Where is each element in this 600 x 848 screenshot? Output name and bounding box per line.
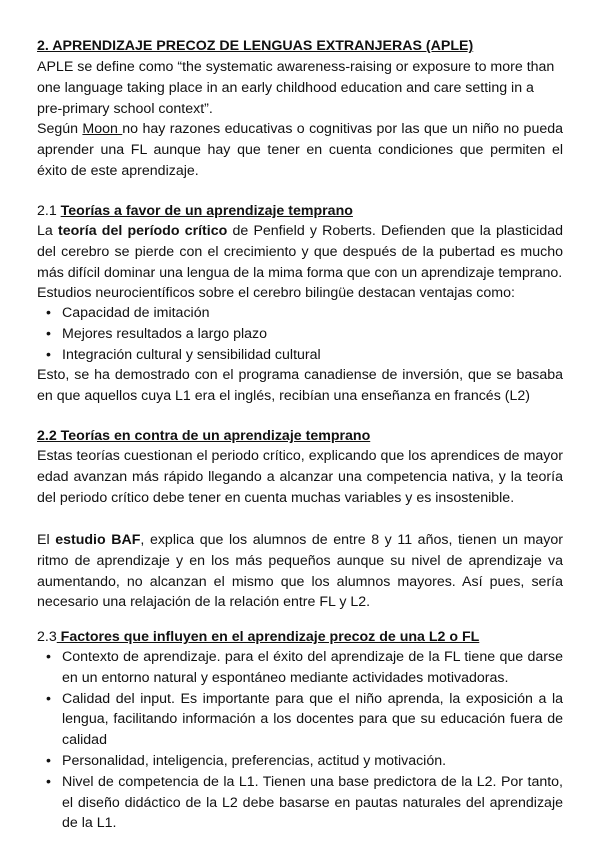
section-2-1-heading: Teorías a favor de un aprendizaje temprano	[60, 203, 353, 219]
aple-definition: APLE se define como “the systematic awareness-raising or exposure to more than one language taking place in an early childhood education and care setting in a pre-primary school context”.	[37, 59, 555, 117]
list-item: • Contexto de aprendizaje. para el éxito del aprendizaje de la FL tiene que darse en un entorno natural y espontáneo mediante actividades motivadoras.	[37, 647, 563, 689]
baf-prefix: El	[37, 532, 56, 548]
critical-period-paragraph	[37, 221, 563, 283]
section-2-2-heading: 2.2 Teorías en contra de un aprendizaje temprano	[37, 428, 371, 444]
section-2-1-title	[37, 201, 563, 222]
critical-prefix: La	[37, 223, 58, 239]
section-2-heading: 2. APRENDIZAJE PRECOZ DE LENGUAS EXTRANJERAS (APLE)	[37, 38, 474, 54]
critical-body: de Penfield y Roberts. Defienden que la plasticidad del cerebro se pierde con el crecimiento y que después de la pubertad es mucho más difícil dominar una lengua de la mima forma que con un aprendizaje temprano.	[37, 223, 563, 281]
list-item: • Personalidad, inteligencia, preferencias, actitud y motivación.	[37, 751, 563, 772]
against-theories-paragraph: Estas teorías cuestionan el periodo crítico, explicando que los aprendices de mayor edad avanzan más rápido llegando a alcanzar una competencia nativa, y la teoría del periodo crítico debe tener en cuenta muchas variables y es insostenible.	[37, 448, 563, 506]
section-2-title	[37, 36, 563, 57]
baf-term: estudio BAF	[55, 532, 141, 548]
moon-body: no hay razones educativas o cognitivas por las que un niño no pueda aprender una FL aunque hay que tener en cuenta condiciones que permiten el éxito de este aprendizaje.	[37, 121, 563, 179]
moon-author: Moon	[82, 121, 123, 137]
list-item: • Capacidad de imitación	[37, 303, 563, 324]
advantages-list	[37, 303, 563, 365]
critical-period-term: teoría del período crítico	[57, 223, 228, 239]
baf-study-paragraph	[37, 530, 563, 613]
moon-prefix: Según	[37, 121, 83, 137]
baf-body: , explica que los alumnos de entre 8 y 11 años, tienen un mayor ritmo de aprendizaje y en los más pequeños aunque su nivel de aprendizaje va aumentando, no alcanzan el mismo que los alumnos mayores. Así pues, sería necesario una relajación de la relación entre FL y L2.	[37, 532, 564, 611]
neuro-studies-paragraph: Estudios neurocientíficos sobre el cerebro bilingüe destacan ventajas como:	[37, 285, 515, 301]
canadian-program-paragraph: Esto, se ha demostrado con el programa canadiense de inversión, que se basaba en que aquellos cuya L1 era el inglés, recibían una enseñanza en francés (L2)	[37, 367, 563, 404]
section-2-1-number: 2.1	[37, 203, 61, 219]
list-item: • Mejores resultados a largo plazo	[37, 324, 563, 345]
factors-list	[37, 647, 563, 834]
list-item: • Nivel de competencia de la L1. Tienen una base predictora de la L2. Por tanto, el diseño didáctico de la L2 debe basarse en pautas naturales del aprendizaje de la L1.	[37, 772, 563, 834]
section-2-2-title	[37, 426, 563, 447]
moon-paragraph	[37, 119, 563, 181]
section-2-3-heading: Factores que influyen en el aprendizaje precoz de una L2 o FL	[56, 629, 480, 645]
section-2-3-title	[37, 627, 563, 648]
list-item: • Integración cultural y sensibilidad cultural	[37, 345, 563, 366]
section-2-3-number: 2.3	[37, 629, 57, 645]
list-item: • Calidad del input. Es importante para que el niño aprenda, la exposición a la lengua, facilitando información a los docentes para que su educación fuera de calidad	[37, 689, 563, 751]
